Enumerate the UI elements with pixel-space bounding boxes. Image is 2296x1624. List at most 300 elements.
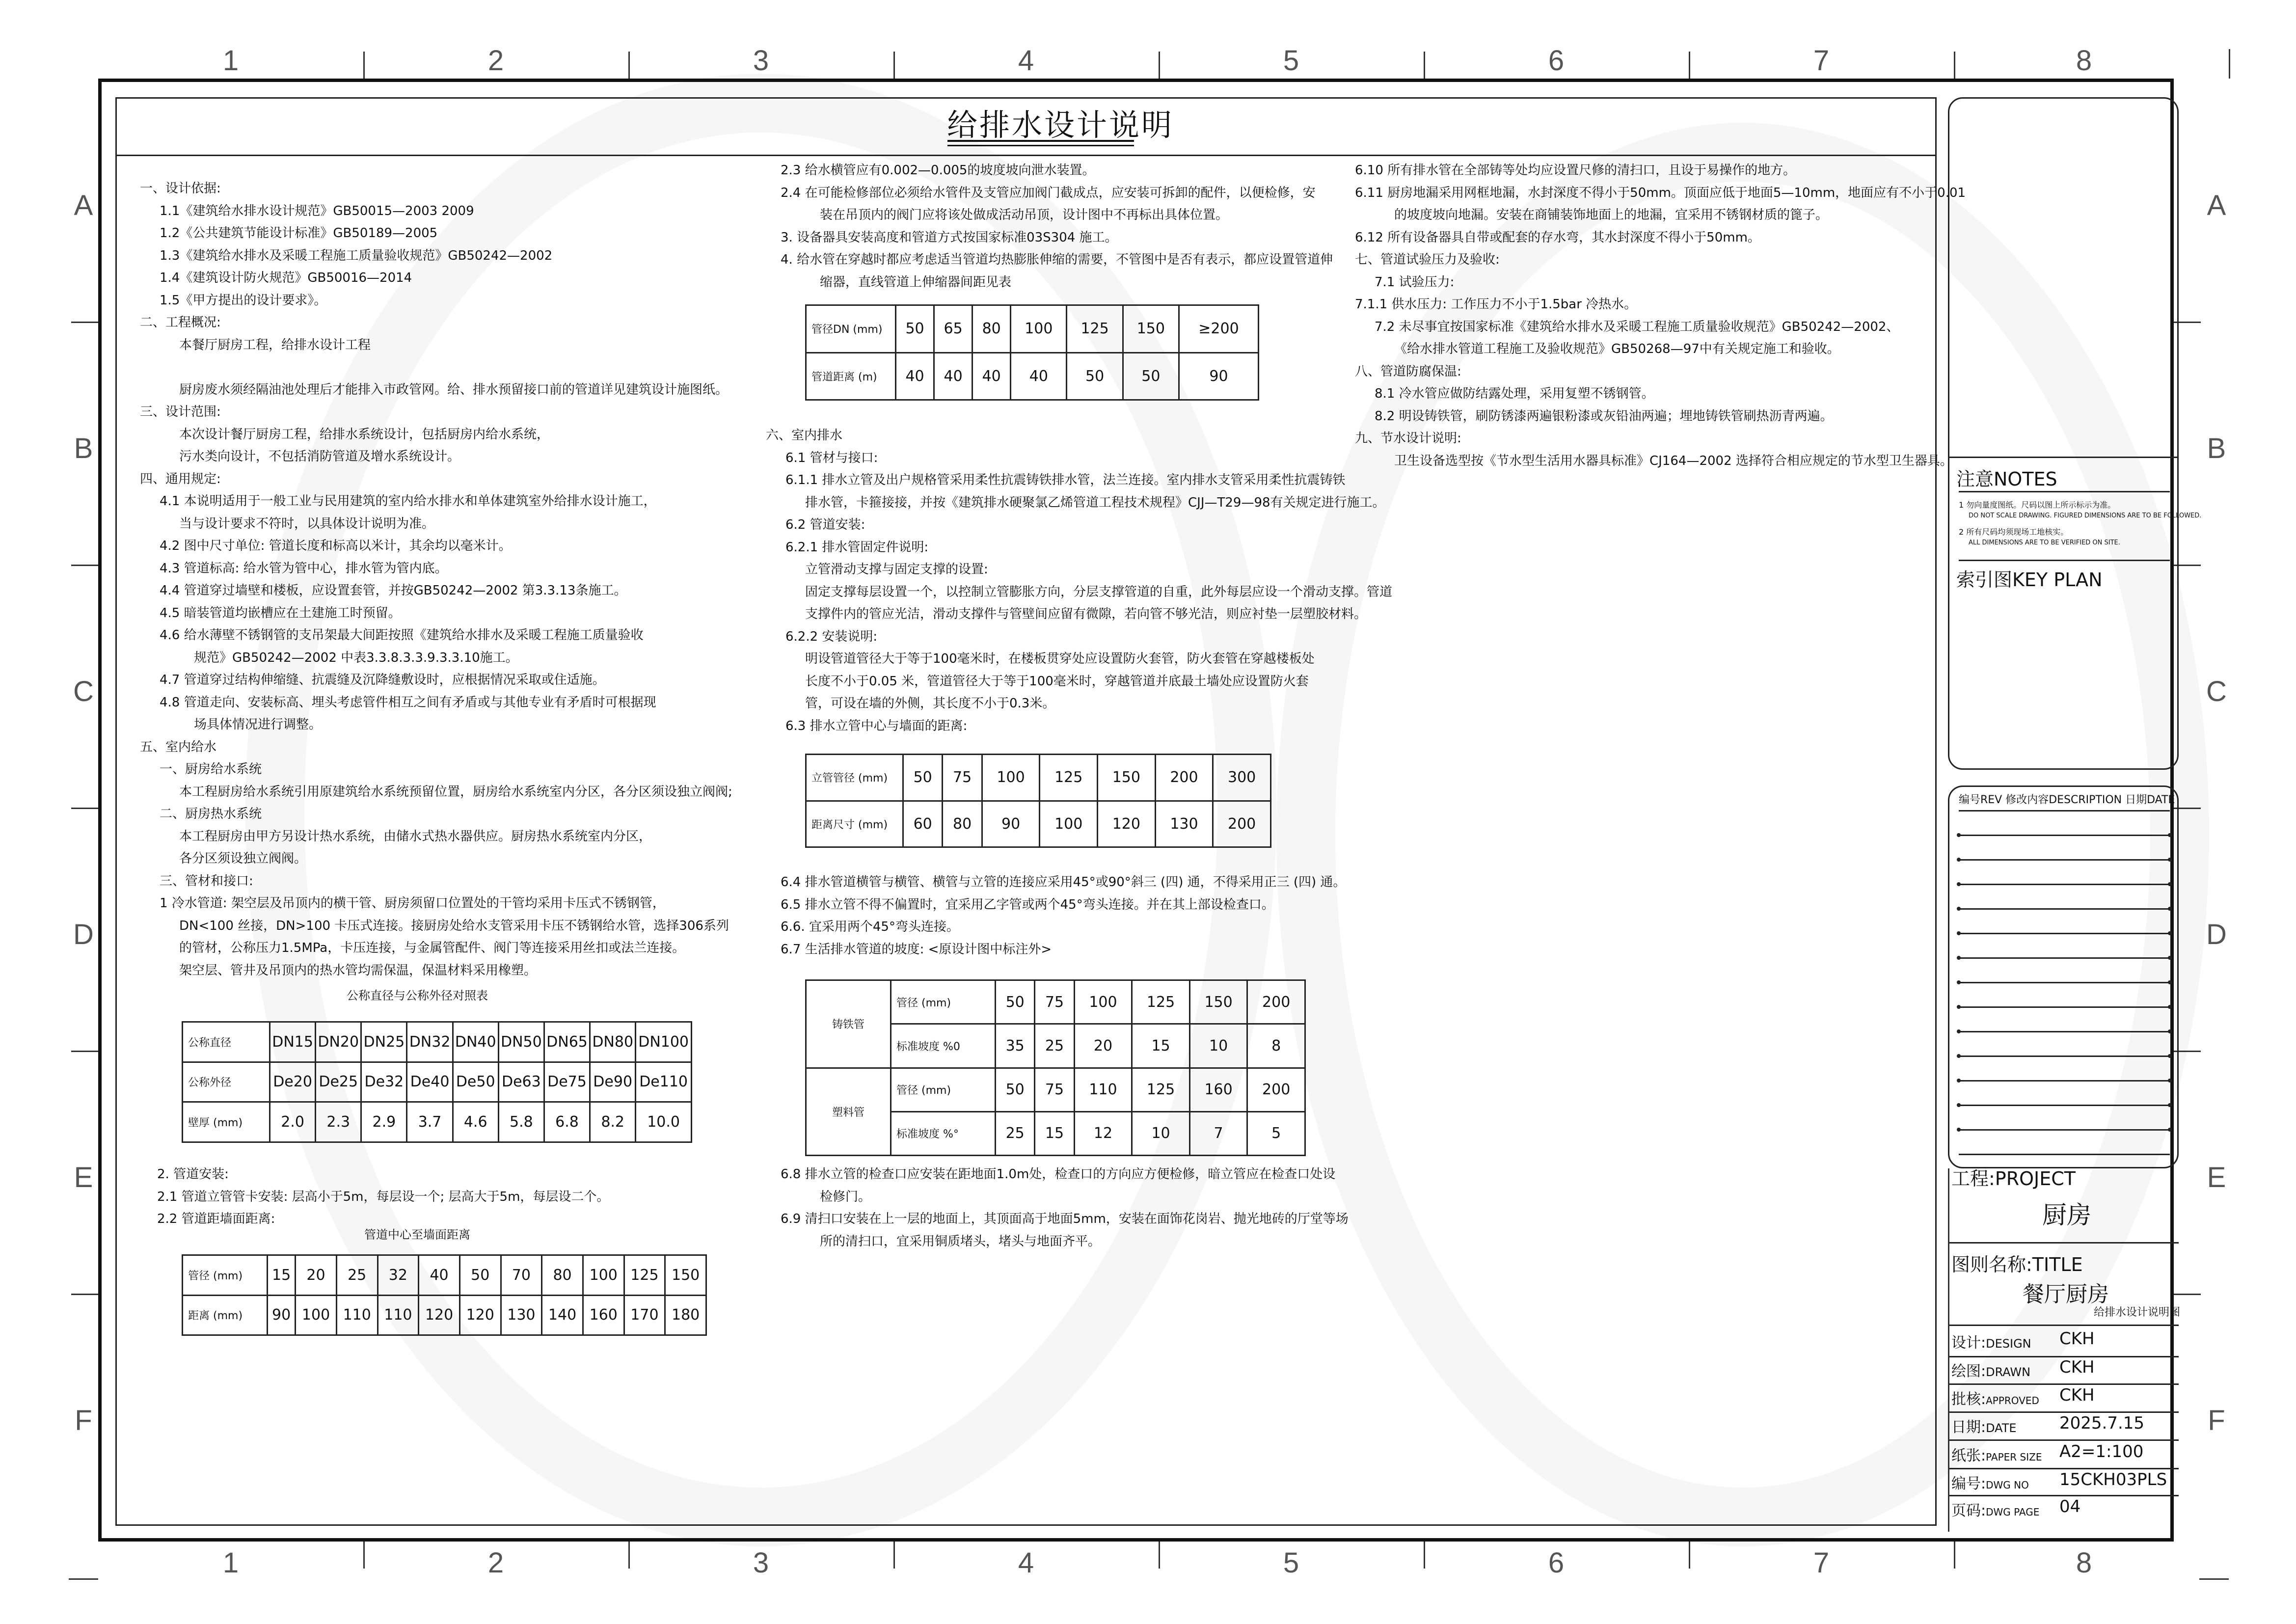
note-line: 规范》GB50242—2002 中表3.3.8.3.3.9.3.3.10施工。 — [194, 650, 518, 665]
table-cell: 管道距离 (m) — [806, 352, 896, 400]
table-cell: 140 — [542, 1295, 583, 1335]
note-line: 2.3 给水横管应有0.002—0.005的坡度坡向泄水装置。 — [781, 163, 1095, 178]
table-cell: 75 — [943, 755, 982, 801]
table-cell: 125 — [1067, 305, 1123, 353]
notes-line: DO NOT SCALE DRAWING. FIGURED DIMENSIONS ARE TO BE FOLLOWED. — [1969, 512, 2202, 519]
table-cell: 铸铁管 — [806, 980, 891, 1068]
note-line: 4.8 管道走向、安装标高、埋头考虑管件相互之间有矛盾或与其他专业有矛盾时可根据现 — [160, 695, 656, 710]
table-cell: 距离尺寸 (mm) — [806, 801, 903, 847]
note-line: 1.4《建筑设计防火规范》GB50016—2014 — [160, 271, 412, 285]
section-heading: 二、工程概况: — [140, 315, 221, 330]
notes-title: 注意NOTES — [1956, 468, 2057, 490]
table-cell: DN25 — [361, 1022, 407, 1062]
table-cell: 2.3 — [316, 1102, 361, 1142]
note-line: DN<100 丝接，DN>100 卡压式连接。接厨房处给水支管采用卡压不锈钢给水管，选择306系列 — [179, 918, 729, 933]
table-caption: 管道中心至墙面距离 — [364, 1228, 470, 1242]
design-label-en: DESIGN — [1986, 1337, 2031, 1351]
drawing-title-label: 图则名称:TITLE — [1951, 1254, 2083, 1275]
table-cell: 公称外径 — [183, 1062, 270, 1102]
section-heading: 三、设计范围: — [140, 405, 221, 419]
table-row — [806, 1068, 1305, 1111]
table-cell: 3.7 — [407, 1102, 453, 1142]
grid-number-top: 7 — [1813, 45, 1830, 77]
table-caption: 公称直径与公称外径对照表 — [347, 989, 488, 1002]
table-cell: 130 — [1155, 801, 1213, 847]
table-cell: 120 — [419, 1295, 460, 1335]
grid-tick — [1424, 52, 1425, 79]
notes-column-2a — [781, 160, 1333, 294]
revision-header: 编号REV 修改内容DESCRIPTION 日期DATE — [1959, 794, 2175, 806]
table-cell: 20 — [296, 1255, 337, 1296]
key-plan-title: 索引图KEY PLAN — [1956, 569, 2103, 591]
table-row — [183, 1102, 692, 1142]
revision-row-marker — [1957, 1029, 1961, 1033]
table-cell: 80 — [943, 801, 982, 847]
note-line: 6.11 厨房地漏采用网框地漏，水封深度不得小于50mm。顶面应低于地面5—10mm，地面应有不小于0.01 — [1355, 185, 1966, 200]
grid-number-bottom: 2 — [487, 1547, 504, 1579]
note-line: 7.2 未尽事宜按国家标准《建筑给水排水及采暖工程施工质量验收规范》GB50242—2002、 — [1375, 319, 1899, 334]
note-line: 本工程厨房由甲方另设计热水系统，由储水式热水器供应。厨房热水系统室内分区， — [179, 829, 652, 844]
grid-tick — [2199, 1578, 2229, 1580]
table-cell: 25 — [1035, 1024, 1074, 1068]
grid-tick — [2229, 49, 2230, 79]
title-underline — [947, 140, 1134, 142]
revision-row-line — [1959, 810, 2170, 812]
grid-letter-left: B — [74, 433, 93, 464]
grid-letter-right: A — [2207, 189, 2226, 221]
table-cell: 125 — [1132, 980, 1190, 1024]
note-line: 固定支撑每层设置一个，以控制立管膨胀方向，分层支撑管道的自重，此外每层应设一个滑动支撑。管道 — [805, 584, 1393, 599]
grid-number-bottom: 1 — [222, 1547, 239, 1579]
grid-letter-left: A — [74, 189, 93, 221]
note-line: 1 冷水管道: 架空层及吊顶内的横干管、厨房须留口位置处的干管均采用卡压式不锈钢管， — [160, 896, 665, 911]
notes-line: ALL DIMENSIONS ARE TO BE VERIFIED ON SITE. — [1969, 539, 2120, 546]
table-cell: 35 — [996, 1024, 1035, 1068]
note-line: 4.2 图中尺寸单位: 管道长度和标高以米计，其余均以毫米计。 — [160, 539, 512, 553]
table-cell: 50 — [1123, 352, 1179, 400]
date-value: 2025.7.15 — [2059, 1413, 2145, 1433]
table-cell: 40 — [419, 1255, 460, 1296]
drawn-label-en: DRAWN — [1986, 1365, 2031, 1379]
table-cell: 200 — [1213, 801, 1271, 847]
grid-number-top: 1 — [222, 45, 239, 77]
table-cell: De90 — [590, 1062, 636, 1102]
expansion-joint-table — [805, 304, 1259, 401]
table-cell: 60 — [903, 801, 943, 847]
table-cell: 15 — [268, 1255, 296, 1296]
table-cell: 120 — [1098, 801, 1156, 847]
revision-row-line — [1959, 1129, 2170, 1131]
table-cell: 标准坡度 %0 — [891, 1024, 996, 1068]
note-line: 7.1.1 供水压力: 工作压力不小于1.5bar 冷热水。 — [1355, 297, 1637, 312]
table-cell: 160 — [583, 1295, 624, 1335]
table-cell: 50 — [459, 1255, 501, 1296]
note-line: 6.5 排水立管不得不偏置时，宜采用乙字管或两个45°弯头连接。并在其上部设检查口。 — [781, 897, 1274, 912]
table-cell: 100 — [1040, 801, 1098, 847]
table-cell: 标准坡度 %° — [891, 1111, 996, 1155]
revision-row-marker — [2168, 1103, 2172, 1107]
paper-size-value: A2=1:100 — [2059, 1442, 2144, 1462]
date-label-cn: 日期: — [1951, 1419, 1986, 1436]
notes-line: 1 勿向量度图纸。尺码以图上所示标示为准。 — [1959, 500, 2116, 510]
grid-tick — [893, 1542, 895, 1569]
pipe-diameter-table — [182, 1021, 692, 1143]
panel-divider — [1948, 1383, 2179, 1385]
notes-line: 2 所有尺码均须现场工地核实。 — [1959, 527, 2069, 537]
dwg-page-label-en: DWG PAGE — [1986, 1506, 2040, 1518]
revision-row-line — [1959, 982, 2170, 983]
grid-tick — [1159, 1542, 1160, 1569]
note-line: 本次设计餐厅厨房工程，给排水系统设计，包括厨房内给水系统， — [179, 427, 550, 442]
table-cell: De20 — [270, 1062, 316, 1102]
grid-tick — [71, 565, 98, 566]
table-cell: 100 — [1011, 305, 1067, 353]
revision-row-marker — [2168, 907, 2172, 911]
grid-tick — [628, 1542, 630, 1569]
table-cell: 130 — [501, 1295, 542, 1335]
table-cell: DN50 — [498, 1022, 544, 1062]
note-line: 二、厨房热水系统 — [160, 807, 262, 821]
note-line: 4.4 管道穿过墙壁和楼板，应设置套管，并按GB50242—2002 第3.3.13条施工。 — [160, 583, 627, 598]
revision-row-marker — [1957, 907, 1961, 911]
table-cell: 160 — [1189, 1068, 1247, 1111]
grid-number-bottom: 5 — [1283, 1547, 1299, 1579]
table-cell: 90 — [982, 801, 1040, 847]
table-cell: De32 — [361, 1062, 407, 1102]
note-line: 支撑件内的管应光洁，滑动支撑件与管壁间应留有微隙，若向管不够光洁，则应衬垫一层塑胶材料。 — [805, 607, 1367, 622]
note-line: 4.3 管道标高: 给水管为管中心，排水管为管内底。 — [160, 561, 448, 576]
panel-divider — [1959, 560, 2170, 561]
revision-row-line — [1959, 957, 2170, 959]
table-row — [183, 1255, 706, 1296]
revision-panel — [1948, 785, 2179, 1168]
grid-number-top: 6 — [1548, 45, 1565, 77]
grid-letter-right: D — [2206, 919, 2227, 950]
grid-letter-left: F — [75, 1405, 92, 1436]
revision-row-line — [1959, 835, 2170, 836]
title-separator — [116, 155, 1936, 156]
section-heading: 九、节水设计说明: — [1355, 431, 1461, 446]
grid-tick — [71, 808, 98, 809]
table-cell: 40 — [1011, 352, 1067, 400]
approved-label-en: APPROVED — [1986, 1395, 2039, 1407]
revision-row-marker — [1957, 882, 1961, 886]
grid-tick — [1954, 1542, 1955, 1569]
section-heading: 一、设计依据: — [140, 181, 221, 196]
table-cell: 110 — [336, 1295, 378, 1335]
table-cell: DN40 — [453, 1022, 498, 1062]
table-cell: 2.0 — [270, 1102, 316, 1142]
note-line: 4. 给水管在穿越时都应考虑适当管道均热膨胀伸缩的需要，不管图中是否有表示，都应设置管道伸 — [781, 252, 1333, 267]
grid-letter-right: E — [2207, 1162, 2226, 1193]
note-line: 所的清扫口，宜采用铜质堵头，堵头与地面齐平。 — [820, 1234, 1101, 1249]
table-cell: 90 — [268, 1295, 296, 1335]
dwg-page-value: 04 — [2059, 1497, 2081, 1516]
grid-number-bottom: 4 — [1018, 1547, 1034, 1579]
project-label: 工程:PROJECT — [1951, 1168, 2076, 1190]
table-cell: 125 — [1132, 1068, 1190, 1111]
title-block-border — [1948, 1168, 1949, 1532]
table-cell: 塑料管 — [806, 1068, 891, 1156]
table-cell: 150 — [1189, 980, 1247, 1024]
table-cell: 4.6 — [453, 1102, 498, 1142]
note-line: 场具体情况进行调整。 — [194, 717, 322, 732]
section-heading: 四、通用规定: — [140, 471, 221, 487]
table-cell: 170 — [624, 1295, 665, 1335]
revision-row-marker — [2168, 1029, 2172, 1033]
note-line: 3. 设备器具安装高度和管道方式按国家标准03S304 施工。 — [781, 230, 1118, 245]
table-cell: De110 — [636, 1062, 692, 1102]
note-line: 架空层、管井及吊顶内的热水管均需保温，保温材料采用橡塑。 — [179, 963, 537, 978]
note-line: 装在吊顶内的阀门应将该处做成活动吊顶，设计图中不再标出具体位置。 — [820, 208, 1229, 222]
date-label-en: DATE — [1986, 1421, 2017, 1435]
note-line: 明设管道管径大于等于100毫米时，在楼板贯穿处应设置防火套管，防火套管在穿越楼板处 — [805, 651, 1315, 666]
note-line: 立管滑动支撑与固定支撑的设置: — [805, 562, 988, 577]
table-cell: 200 — [1247, 980, 1305, 1024]
grid-tick — [628, 52, 630, 79]
grid-letter-right: F — [2208, 1405, 2225, 1436]
table-cell: 50 — [1067, 352, 1123, 400]
revision-row-line — [1959, 933, 2170, 934]
table-cell: 管径 (mm) — [183, 1255, 268, 1296]
table-cell: 25 — [336, 1255, 378, 1296]
approved-label — [1951, 1387, 2039, 1408]
note-line: 各分区须设独立阀阀。 — [179, 851, 307, 866]
grid-tick — [1689, 52, 1690, 79]
note-line: 三、管材和接口: — [160, 873, 253, 889]
note-line: 6.7 生活排水管道的坡度: <原设计图中标注外> — [781, 942, 1052, 957]
revision-row-marker — [2168, 882, 2172, 886]
table-cell: 壁厚 (mm) — [183, 1102, 270, 1142]
table-cell: 125 — [1040, 755, 1098, 801]
revision-row-marker — [1957, 980, 1961, 984]
section-heading: 六、室内排水 — [766, 428, 843, 443]
table-cell: 8 — [1247, 1024, 1305, 1068]
table-cell: 距离 (mm) — [183, 1295, 268, 1335]
grid-letter-right: C — [2206, 676, 2227, 707]
table-row — [183, 1062, 692, 1102]
notes-panel — [1948, 97, 2179, 770]
table-cell: 90 — [1179, 352, 1258, 400]
table-cell: 300 — [1213, 755, 1271, 801]
note-line: 长度不小于0.05 米，管道管径大于等于100毫米时，穿越管道并底最土墙处应设置防火套 — [805, 674, 1309, 689]
drawn-label-cn: 绘图: — [1951, 1363, 1986, 1380]
grid-number-bottom: 8 — [2076, 1547, 2092, 1579]
approved-value: CKH — [2059, 1385, 2095, 1405]
table-cell: 150 — [665, 1255, 706, 1296]
section-heading: 八、管道防腐保温: — [1355, 364, 1461, 379]
table-cell: 40 — [972, 352, 1011, 400]
revision-row-marker — [1957, 931, 1961, 935]
revision-row-marker — [1957, 1103, 1961, 1107]
note-line: 卫生设备选型按《节水型生活用水器具标准》CJ164—2002 选择符合相应规定的节水型卫生器具。 — [1394, 453, 1953, 468]
date-label — [1951, 1415, 2017, 1436]
design-label — [1951, 1330, 2031, 1352]
note-line: 4.1 本说明适用于一般工业与民用建筑的室内给水排水和单体建筑室外给排水设计施工， — [160, 494, 656, 509]
table-cell: 10 — [1132, 1111, 1190, 1155]
grid-number-bottom: 3 — [753, 1547, 769, 1579]
drain-wall-distance-table — [805, 754, 1271, 848]
table-cell: 15 — [1132, 1024, 1190, 1068]
grid-tick — [69, 1578, 98, 1580]
revision-row-line — [1959, 1154, 2170, 1155]
section-heading: 七、管道试验压力及验收: — [1355, 252, 1500, 267]
note-line: 6.3 排水立管中心与墙面的距离: — [785, 718, 968, 733]
design-label-cn: 设计: — [1951, 1334, 1986, 1352]
revision-row-marker — [1957, 833, 1961, 837]
note-line: 8.1 冷水管应做防结露处理，采用复塑不锈钢管。 — [1375, 386, 1654, 401]
table-cell: De25 — [316, 1062, 361, 1102]
table-cell: DN100 — [636, 1022, 692, 1062]
table-cell: 立管管径 (mm) — [806, 755, 903, 801]
revision-row-line — [1959, 884, 2170, 885]
revision-row-line — [1959, 1056, 2170, 1057]
paper-size-label-cn: 纸张: — [1951, 1447, 1986, 1464]
table-cell: 10.0 — [636, 1102, 692, 1142]
dwg-page-label-cn: 页码: — [1951, 1502, 1986, 1519]
table-row — [806, 980, 1305, 1024]
revision-row-line — [1959, 1105, 2170, 1106]
revision-row-marker — [2168, 1054, 2172, 1058]
dwg-no-label-cn: 编号: — [1951, 1475, 1986, 1492]
table-cell: 110 — [378, 1295, 419, 1335]
grid-tick — [363, 1542, 365, 1569]
table-cell: 管径DN (mm) — [806, 305, 896, 353]
table-cell: De50 — [453, 1062, 498, 1102]
table-cell: 50 — [996, 980, 1035, 1024]
note-line: 《给水排水管道工程施工及验收规范》GB50268—97中有关规定施工和验收。 — [1394, 342, 1840, 356]
table-cell: 80 — [972, 305, 1011, 353]
approved-label-cn: 批核: — [1951, 1391, 1986, 1408]
revision-row-marker — [1957, 1128, 1961, 1132]
table-cell: 150 — [1123, 305, 1179, 353]
table-cell: 125 — [624, 1255, 665, 1296]
revision-row-marker — [2168, 931, 2172, 935]
table-cell: 180 — [665, 1295, 706, 1335]
note-line: 6.2.2 安装说明: — [785, 629, 878, 644]
table-row — [806, 801, 1271, 847]
table-row — [183, 1295, 706, 1335]
note-line: 管，可设在墙的外侧，其长度不小于0.3米。 — [805, 696, 1055, 711]
note-line: 4.7 管道穿过结构伸缩缝、抗震缝及沉降缝敷设时，应根据情况采取或住适施。 — [160, 673, 605, 687]
note-line: 6.2.1 排水管固定件说明: — [785, 540, 929, 555]
note-line: 的管材，公称压力1.5MPa，卡压连接，与金属管配件、阀门等连接采用丝扣或法兰连接。 — [179, 941, 685, 955]
dwg-no-label — [1951, 1471, 2029, 1493]
revision-row-line — [1959, 1080, 2170, 1082]
pipe-wall-distance-table — [182, 1254, 707, 1336]
table-cell: 8.2 — [590, 1102, 636, 1142]
panel-divider — [1948, 1495, 2179, 1496]
revision-row-marker — [1957, 1054, 1961, 1058]
section-heading: 五、室内给水 — [140, 739, 217, 755]
note-line: 2.1 管道立管管卡安装: 层高小于5m，每层设一个; 层高大于5m，每层设二个。 — [157, 1189, 610, 1204]
note-line: 6.8 排水立管的检查口应安装在距地面1.0m处，检查口的方向应方便检修，暗立管应在检查口处设 — [781, 1167, 1336, 1182]
table-cell: 100 — [982, 755, 1040, 801]
grid-number-top: 5 — [1283, 45, 1299, 77]
note-line: 8.2 明设铸铁管，刷防锈漆两遍银粉漆或灰铅油两遍；埋地铸铁管刷热沥青两遍。 — [1375, 408, 1833, 424]
design-value: CKH — [2059, 1329, 2095, 1349]
grid-tick — [1689, 1542, 1690, 1569]
table-cell: 6.8 — [544, 1102, 590, 1142]
table-cell: 65 — [934, 305, 972, 353]
note-line: 1.5《甲方提出的设计要求》。 — [160, 293, 327, 308]
dwg-page-label — [1951, 1498, 2039, 1520]
dwg-no-label-en: DWG NO — [1986, 1479, 2029, 1491]
table-cell: DN20 — [316, 1022, 361, 1062]
note-line: 4.6 给水薄壁不锈钢管的支吊架最大间距按照《建筑给水排水及采暖工程施工质量验收 — [160, 628, 644, 643]
table-cell: 150 — [1098, 755, 1156, 801]
notes-column-3 — [1355, 160, 1966, 472]
grid-tick — [893, 52, 895, 79]
notes-column-2d — [781, 1164, 1349, 1253]
project-name: 厨房 — [2042, 1201, 2091, 1229]
paper-size-label — [1951, 1443, 2042, 1465]
drain-slope-table — [805, 979, 1306, 1156]
note-line: 2.4 在可能检修部位必须给水管件及支管应加阀门截成点，应安装可拆卸的配件，以便检修，安 — [781, 185, 1316, 200]
note-line: 一、厨房给水系统 — [160, 762, 262, 777]
revision-row-marker — [2168, 1005, 2172, 1009]
section-heading: 2. 管道安装: — [157, 1167, 229, 1182]
table-cell: 32 — [378, 1255, 419, 1296]
notes-column-2c — [781, 871, 1346, 961]
table-cell: ≥200 — [1179, 305, 1258, 353]
revision-row-marker — [2168, 858, 2172, 862]
revision-row-line — [1959, 908, 2170, 910]
note-line: 当与设计要求不符时，以具体设计说明为准。 — [179, 516, 435, 531]
table-cell: DN15 — [270, 1022, 316, 1062]
table-cell: 20 — [1074, 1024, 1132, 1068]
table-cell: 40 — [934, 352, 972, 400]
panel-divider — [1948, 1242, 2179, 1244]
table-cell: 15 — [1035, 1111, 1074, 1155]
table-cell: DN65 — [544, 1022, 590, 1062]
grid-number-top: 4 — [1018, 45, 1034, 77]
note-line: 6.12 所有设备器具自带或配套的存水弯，其水封深度不得小于50mm。 — [1355, 230, 1760, 245]
note-line: 6.1.1 排水立管及出户规格管采用柔性抗震铸铁排水管，法兰连接。室内排水支管采用柔性抗震铸铁 — [785, 473, 1346, 487]
table-cell: 200 — [1247, 1068, 1305, 1111]
drawing-title: 餐厅厨房 — [2023, 1282, 2109, 1307]
table-cell: 10 — [1189, 1024, 1247, 1068]
table-cell: 管径 (mm) — [891, 1068, 996, 1111]
table-cell: 7 — [1189, 1111, 1247, 1155]
note-line: 1.3《建筑给水排水及采暖工程施工质量验收规范》GB50242—2002 — [160, 248, 553, 263]
revision-row-line — [1959, 859, 2170, 861]
drawing-subtitle: 给排水设计说明图 — [2094, 1306, 2181, 1319]
revision-row-marker — [2168, 956, 2172, 960]
revision-row-line — [1959, 1006, 2170, 1008]
table-cell: 2.9 — [361, 1102, 407, 1142]
table-cell: 100 — [296, 1295, 337, 1335]
table-cell: DN32 — [407, 1022, 453, 1062]
drawn-label — [1951, 1359, 2030, 1380]
table-cell: 40 — [896, 352, 934, 400]
table-row — [806, 352, 1259, 400]
table-cell: 75 — [1035, 980, 1074, 1024]
grid-tick — [71, 1294, 98, 1295]
table-cell: 75 — [1035, 1068, 1074, 1111]
table-cell: 公称直径 — [183, 1022, 270, 1062]
grid-letter-left: D — [73, 919, 94, 950]
revision-row-marker — [2168, 980, 2172, 984]
note-line: 4.5 暗装管道均嵌槽应在土建施工时预留。 — [160, 605, 401, 621]
table-cell: 50 — [903, 755, 943, 801]
panel-divider — [1948, 1439, 2179, 1441]
grid-tick — [363, 52, 365, 79]
revision-row-marker — [2168, 1128, 2172, 1132]
panel-divider — [1948, 1411, 2179, 1413]
table-cell: 12 — [1074, 1111, 1132, 1155]
note-line: 厨房废水须经隔油池处理后才能排入市政管网。给、排水预留接口前的管道详见建筑设计施图纸。 — [179, 382, 729, 397]
